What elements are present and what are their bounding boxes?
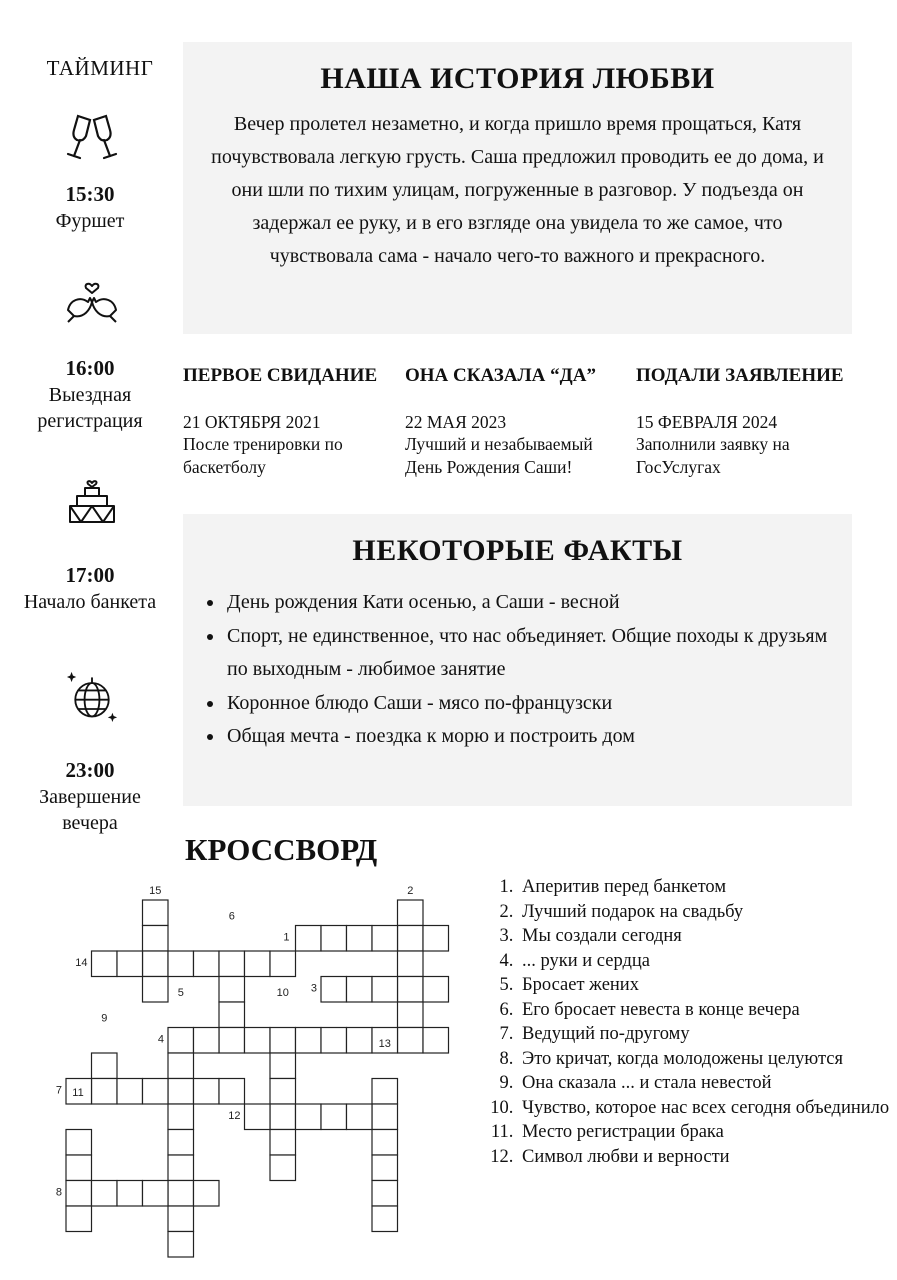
clue-item: 9. Она сказала ... и стала невестой [518, 1071, 897, 1096]
timing-label-4: Завершение вечера [39, 786, 141, 834]
crossword-cell[interactable] [168, 1155, 194, 1181]
crossword-cell[interactable] [321, 926, 347, 952]
crossword-cell[interactable] [347, 1104, 373, 1130]
crossword-number: 6 [228, 910, 235, 923]
crossword-number: 11 [72, 1087, 84, 1099]
crossword-cell[interactable] [321, 1104, 347, 1130]
crossword-cell[interactable] [270, 1079, 296, 1105]
crossword-number: 10 [276, 987, 289, 999]
crossword-number: 15 [149, 885, 162, 897]
crossword-number: 14 [75, 957, 88, 969]
crossword-cell[interactable] [372, 1181, 398, 1207]
event-desc: После тренировки по баскетболу [183, 434, 343, 477]
timing-time-1: 15:30 [65, 182, 115, 206]
timing-label-3: Начало банкета [23, 591, 157, 613]
crossword-cell[interactable] [219, 1028, 245, 1054]
crossword-cell[interactable] [219, 1079, 245, 1105]
event-title: ОНА СКАЗАЛА “ДА” [405, 365, 596, 386]
crossword-cell[interactable] [194, 1181, 220, 1207]
crossword-cell[interactable] [423, 977, 449, 1003]
crossword-cell[interactable] [168, 1028, 194, 1054]
fact-item: • Коронное блюдо Саши - мясо по-французски [225, 687, 852, 721]
clue-item: 4. ... руки и сердца [518, 949, 897, 974]
event-date: 15 ФЕВРАЛЯ 2024 [636, 412, 778, 432]
crossword-cell[interactable] [372, 977, 398, 1003]
crossword-cell[interactable] [168, 1130, 194, 1156]
fact-item: • Спорт, не единственное, что нас объединяет. Общие походы к друзьям по выходным - любимое занятие [225, 620, 852, 687]
crossword-cell[interactable] [372, 1130, 398, 1156]
crossword-cell[interactable] [270, 951, 296, 977]
crossword-cell[interactable] [219, 977, 245, 1003]
crossword-cell[interactable] [194, 1028, 220, 1054]
event-date: 21 ОКТЯБРЯ 2021 [183, 412, 321, 432]
clue-item: 1. Аперитив перед банкетом [518, 875, 897, 900]
facts-title: НЕКОТОРЫЕ ФАКТЫ [352, 534, 683, 567]
crossword-cell[interactable] [372, 1155, 398, 1181]
crossword-number: 5 [177, 987, 184, 999]
crossword-number: 3 [310, 982, 317, 995]
clue-item: 7. Ведущий по-другому [518, 1022, 897, 1047]
event-date: 22 МАЯ 2023 [405, 412, 507, 432]
clue-item: 8. Это кричат, когда молодожены целуются [518, 1047, 897, 1072]
crossword-number: 12 [228, 1110, 241, 1122]
crossword-cell[interactable] [168, 1104, 194, 1130]
clue-item: 12. Символ любви и верности [518, 1145, 897, 1170]
crossword-clues [478, 875, 897, 1169]
crossword-cell[interactable] [398, 1028, 424, 1054]
crossword-cell[interactable] [398, 951, 424, 977]
crossword-cell[interactable] [66, 1181, 92, 1207]
crossword-number: 2 [407, 885, 414, 897]
crossword-cell[interactable] [143, 977, 169, 1003]
crossword-cell[interactable] [347, 1028, 373, 1054]
event-desc: Лучший и незабываемый День Рождения Саши! [405, 434, 593, 477]
timing-time-4: 23:00 [65, 758, 115, 782]
crossword-cell[interactable] [168, 1181, 194, 1207]
crossword-cell[interactable] [117, 1079, 143, 1105]
event-desc: Заполнили заявку на ГосУслугах [636, 434, 790, 477]
crossword-cell[interactable] [398, 926, 424, 952]
crossword-cell[interactable] [168, 1079, 194, 1105]
crossword-cell[interactable] [398, 900, 424, 926]
timing-time-3: 17:00 [65, 563, 115, 587]
crossword-cell[interactable] [372, 1104, 398, 1130]
timing-label-1: Фуршет [55, 210, 125, 232]
crossword-cell[interactable] [245, 1028, 271, 1054]
crossword-cell[interactable] [398, 1002, 424, 1028]
clue-item: 6. Его бросает невеста в конце вечера [518, 998, 897, 1023]
crossword-cell[interactable] [92, 951, 118, 977]
crossword-cell[interactable] [168, 1232, 194, 1258]
crossword-cell[interactable] [168, 951, 194, 977]
crossword-number: 13 [378, 1038, 391, 1050]
crossword-cell[interactable] [143, 1079, 169, 1105]
crossword-cell[interactable] [270, 1130, 296, 1156]
crossword-cell[interactable] [219, 1002, 245, 1028]
clue-item: 10. Чувство, которое нас всех сегодня объединило [518, 1096, 897, 1121]
timing-time-2: 16:00 [65, 356, 115, 380]
crossword-number: 9 [101, 1012, 108, 1025]
crossword-cell[interactable] [143, 951, 169, 977]
story-text: Вечер пролетел незаметно, и когда пришло время прощаться, Катя почувствовала легкую грусть. Саша предложил проводить ее до дома, и они шли по тихим улицам, погруженные в разговор. У подъезда он задержал ее руку, и в его взгляде она увидела то же самое, что чувствовала сама - начало чего-то важного и прекрасного. [211, 113, 824, 267]
crossword-cell[interactable] [372, 1079, 398, 1105]
event-title: ПОДАЛИ ЗАЯВЛЕНИЕ [636, 365, 844, 386]
crossword-cell[interactable] [270, 1053, 296, 1079]
crossword-cell[interactable] [92, 1053, 118, 1079]
crossword-cell[interactable] [168, 1206, 194, 1232]
crossword-cell[interactable] [194, 951, 220, 977]
crossword-cell[interactable] [296, 1028, 322, 1054]
crossword-cell[interactable] [143, 900, 169, 926]
crossword-cell[interactable] [423, 926, 449, 952]
crossword-cell[interactable] [347, 926, 373, 952]
crossword-cell[interactable] [321, 1028, 347, 1054]
crossword-cell[interactable] [143, 926, 169, 952]
clue-item: 11. Место регистрации брака [518, 1120, 897, 1145]
crossword-cell[interactable] [423, 1028, 449, 1054]
crossword-cell[interactable] [194, 1079, 220, 1105]
clue-item: 5. Бросает жених [518, 973, 897, 998]
timing-label-2: Выездная регистрация [37, 384, 143, 432]
crossword-title: КРОССВОРД [185, 832, 378, 867]
crossword-cell[interactable] [270, 1028, 296, 1054]
crossword-cell[interactable] [66, 1206, 92, 1232]
fact-item: • День рождения Кати осенью, а Саши - весной [225, 586, 852, 620]
crossword-cell[interactable] [270, 1155, 296, 1181]
event-title: ПЕРВОЕ СВИДАНИЕ [183, 365, 378, 386]
crossword-cell[interactable] [143, 1181, 169, 1207]
crossword-cell[interactable] [398, 977, 424, 1003]
clue-item: 2. Лучший подарок на свадьбу [518, 900, 897, 925]
crossword-cell[interactable] [270, 1104, 296, 1130]
crossword-cell[interactable] [321, 977, 347, 1003]
crossword-cell[interactable] [92, 1079, 118, 1105]
crossword-cell[interactable] [347, 977, 373, 1003]
crossword-number: 7 [55, 1084, 62, 1097]
crossword-cell[interactable] [296, 1104, 322, 1130]
crossword-number: 4 [157, 1033, 164, 1046]
fact-item: • Общая мечта - поездка к морю и построить дом [225, 720, 852, 754]
crossword-cell[interactable] [66, 1130, 92, 1156]
crossword-cell[interactable] [168, 1053, 194, 1079]
crossword-cell[interactable] [66, 1155, 92, 1181]
crossword-cell[interactable] [245, 951, 271, 977]
story-title: НАША ИСТОРИЯ ЛЮБВИ [320, 62, 715, 95]
clue-item: 3. Мы создали сегодня [518, 924, 897, 949]
crossword-number: 8 [55, 1186, 62, 1199]
crossword-cell[interactable] [372, 1206, 398, 1232]
crossword-cell[interactable] [245, 1104, 271, 1130]
crossword-cell[interactable] [92, 1181, 118, 1207]
crossword-number: 1 [283, 931, 290, 944]
timing-title: ТАЙМИНГ [46, 56, 154, 80]
crossword-cell[interactable] [219, 951, 245, 977]
crossword-cell[interactable] [117, 1181, 143, 1207]
crossword-cell[interactable] [117, 951, 143, 977]
crossword-cell[interactable] [372, 926, 398, 952]
crossword-cell[interactable] [296, 926, 322, 952]
